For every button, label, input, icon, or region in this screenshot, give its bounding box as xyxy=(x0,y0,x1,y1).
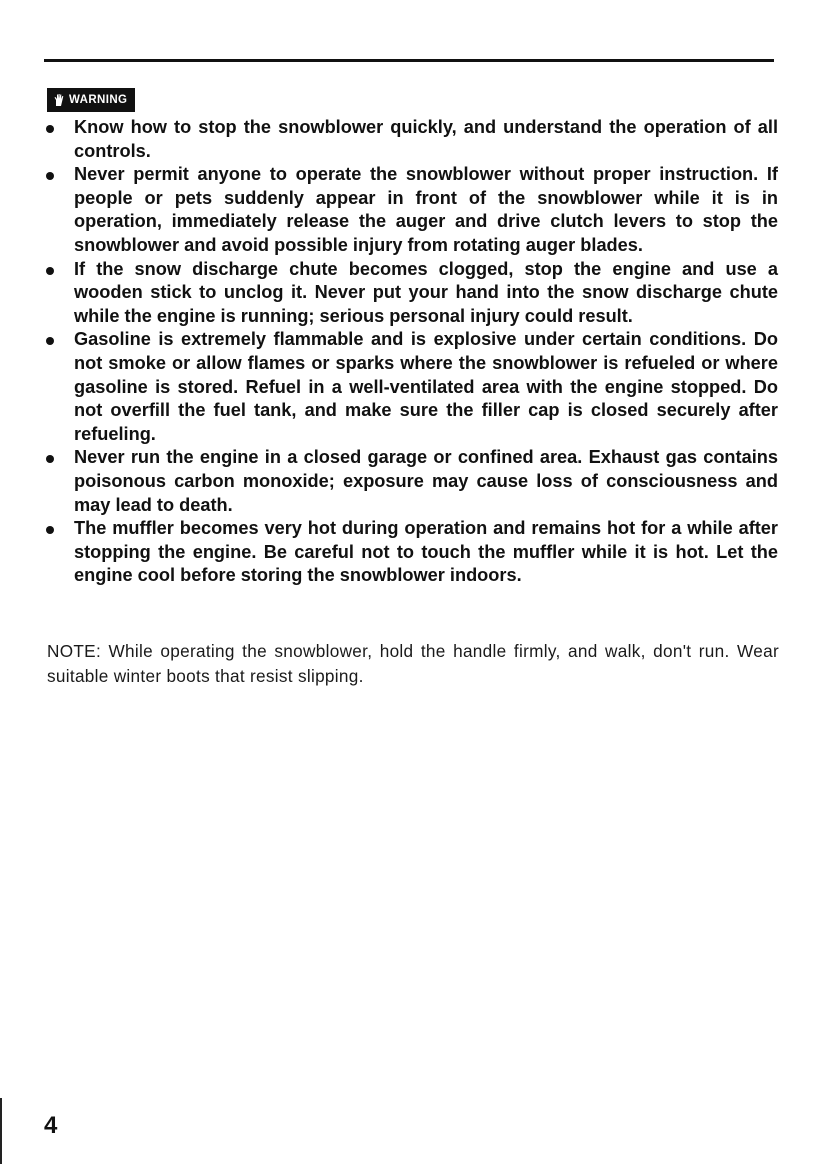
warning-item xyxy=(44,258,778,329)
top-rule xyxy=(44,59,774,62)
bullet-icon xyxy=(46,125,54,133)
page-number: 4 xyxy=(44,1112,58,1139)
warning-item xyxy=(44,517,778,588)
warning-text: Never run the engine in a closed garage or confined area. Exhaust gas contains poisonous carbon monoxide; exposure may cause loss of consciousness and may lead to death. xyxy=(74,447,778,515)
warning-text: The muffler becomes very hot during operation and remains hot for a while after stopping the engine. Be careful not to touch the muffler while it is hot. Let the engine cool before storing the snowblower indoors. xyxy=(74,518,778,586)
warning-label: WARNING xyxy=(69,94,128,106)
warning-item xyxy=(44,116,778,163)
warning-text: If the snow discharge chute becomes clogged, stop the engine and use a wooden stick to unclog it. Never put your hand into the snow discharge chute while the engine is running; serious personal injury could result. xyxy=(74,258,778,326)
binding-mark xyxy=(0,1098,2,1164)
hand-warning-icon xyxy=(53,93,67,107)
warning-text: Gasoline is extremely flammable and is explosive under certain conditions. Do not smoke or allow flames or sparks where the snowblower is refueled or where gasoline is stored. Refuel in a well-ventilated area with the engine stopped. Do not overfill the fuel tank, and make sure the filler cap is closed securely after refueling. xyxy=(74,329,778,444)
bullet-icon xyxy=(46,455,54,463)
warning-item xyxy=(44,328,778,446)
bullet-icon xyxy=(46,526,54,534)
note-paragraph: NOTE: While operating the snowblower, hold the handle firmly, and walk, don't run. Wear suitable winter boots that resist slipping. xyxy=(47,641,779,686)
bullet-icon xyxy=(46,267,54,275)
warning-badge xyxy=(47,88,135,112)
warning-text: Never permit anyone to operate the snowblower without proper instruction. If people or pets suddenly appear in front of the snowblower while it is in operation, immediately release the auger and drive clutch levers to stop the snowblower and avoid possible injury from rotating auger blades. xyxy=(74,164,778,255)
bullet-icon xyxy=(46,337,54,345)
warning-item xyxy=(44,163,778,257)
warning-text: Know how to stop the snowblower quickly, and understand the operation of all controls. xyxy=(74,117,778,161)
bullet-icon xyxy=(46,172,54,180)
warning-item xyxy=(44,446,778,517)
warning-list xyxy=(44,116,778,588)
